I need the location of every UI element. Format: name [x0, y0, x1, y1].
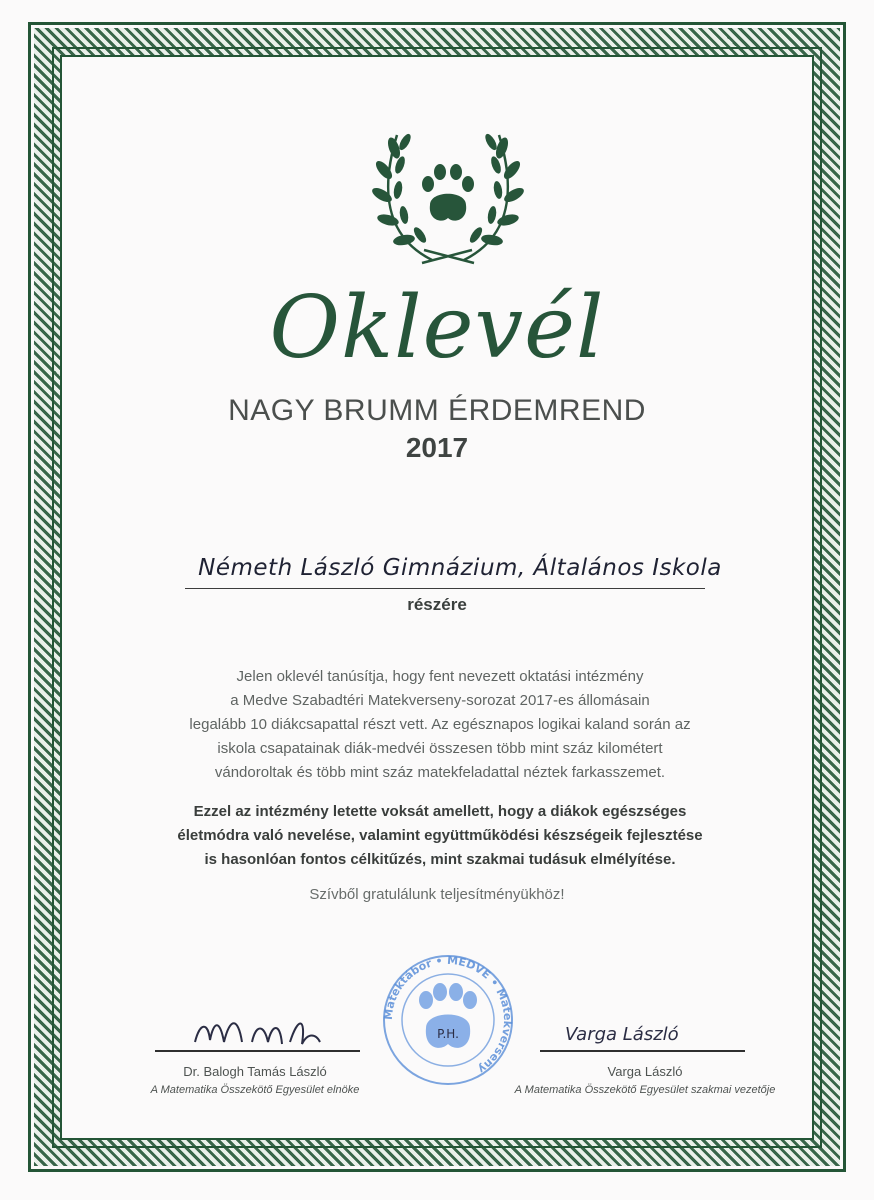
stamp-center-text: P.H.: [437, 1027, 459, 1041]
certificate-year: 2017: [405, 432, 469, 463]
bold-line: is hasonlóan fontos célkitűzés, mint szakmai tudásuk elmélyítése.: [204, 851, 676, 868]
bold-line: életmódra való nevelése, valamint együttműködési készségeik fejlesztése: [177, 827, 703, 844]
left-signature: [190, 1012, 330, 1060]
stamp-ring-text: Matektábor • MEDVE • Matekverseny: [381, 953, 515, 1076]
body-line: a Medve Szabadtéri Matekverseny-sorozat 2017-es állomásain: [230, 692, 650, 709]
recipient-underline: [185, 588, 705, 589]
body-line: Jelen oklevél tanúsítja, hogy fent nevezett oktatási intézmény: [236, 668, 644, 685]
right-signature-line: [540, 1050, 745, 1052]
paw-laurel-logo-icon: [372, 120, 524, 270]
right-signer-role: A Matematika Összekötő Egyesület szakmai vezetője: [514, 1084, 776, 1096]
body-paragraph: [140, 665, 740, 785]
body-line: iskola csapatainak diák-medvéi összesen több mint száz kilométert: [217, 740, 663, 757]
left-signer-name: Dr. Balogh Tamás László: [183, 1064, 327, 1079]
paw-stamp-icon: [378, 950, 518, 1090]
body-line: vándoroltak és több mint száz matekfeladattal néztek farkasszemet.: [214, 764, 666, 781]
recipient-name: Németh László Gimnázium, Általános Iskola: [198, 555, 722, 581]
left-signature-line: [155, 1050, 360, 1052]
left-signature-scrawl-icon: [190, 1012, 330, 1052]
certificate-title: Oklevél: [269, 278, 605, 378]
bold-line: Ezzel az intézmény letette voksát amellett, hogy a diákok egészséges: [193, 803, 687, 820]
recipient-suffix: részére: [407, 595, 467, 614]
right-signer-name: Varga László: [607, 1064, 683, 1079]
right-signature: Varga László: [565, 1024, 679, 1045]
congratulations-text: Szívből gratulálunk teljesítményükhöz!: [309, 886, 565, 903]
certificate-subtitle: NAGY BRUMM ÉRDEMREND: [228, 394, 646, 427]
left-signer-role: A Matematika Összekötő Egyesület elnöke: [150, 1084, 360, 1096]
body-line: legalább 10 diákcsapattal részt vett. Az egésznapos logikai kaland során az: [189, 716, 691, 733]
bold-paragraph: [120, 800, 760, 872]
